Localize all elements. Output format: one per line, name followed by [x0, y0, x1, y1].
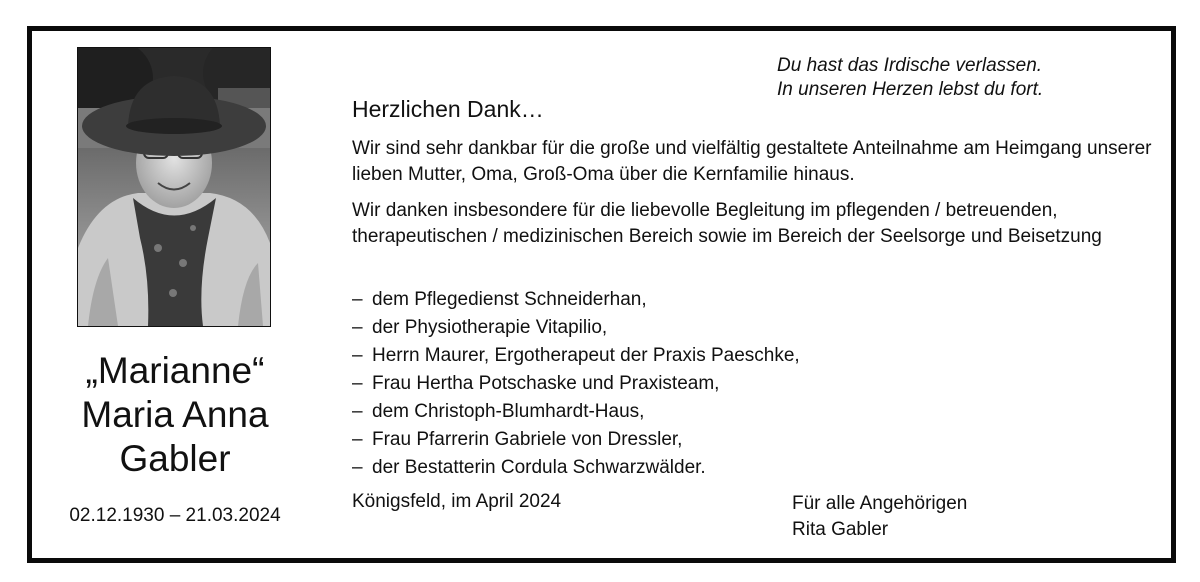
thanks-list — [352, 286, 800, 482]
list-dash: – — [352, 373, 363, 394]
signoff-line2: Rita Gabler — [792, 519, 889, 540]
motto-line1: Du hast das Irdische verlassen. — [777, 55, 1043, 76]
deceased-name-line2: Gabler — [119, 438, 231, 479]
signoff — [792, 491, 967, 543]
list-item: – Herrn Maurer, Ergotherapeut der Praxis Paeschke, — [352, 342, 800, 370]
list-item: – dem Pflegedienst Schneiderhan, — [352, 286, 800, 314]
paragraph-gratitude: Wir sind sehr dankbar für die große und vielfältig gestaltete Anteilnahme am Heimgang unserer lieben Mutter, Oma, Groß-Oma über die Kernfamilie hinaus. — [352, 138, 1152, 185]
paragraph-special-thanks: Wir danken insbesondere für die liebevolle Begleitung im pflegenden / betreuenden, therapeutischen / medizinischen Bereich sowie im Bereich der Seelsorge und Beisetzung — [352, 200, 1102, 247]
heading-thanks: Herzlichen Dank… — [352, 96, 544, 122]
signoff-line1: Für alle Angehörigen — [792, 493, 968, 514]
list-dash: – — [352, 401, 363, 422]
motto-line2: In unseren Herzen lebst du fort. — [777, 79, 1044, 100]
motto — [777, 54, 1157, 102]
portrait-image-icon — [78, 48, 270, 326]
obituary-card — [27, 26, 1176, 563]
portrait-photo — [77, 47, 271, 327]
deceased-name-line1: Maria Anna — [81, 394, 269, 435]
list-dash: – — [352, 429, 363, 450]
list-dash: – — [352, 345, 363, 366]
list-item: – dem Christoph-Blumhardt-Haus, — [352, 398, 800, 426]
life-dates: 02.12.1930 – 21.03.2024 — [69, 505, 281, 526]
list-dash: – — [352, 457, 363, 478]
list-dash: – — [352, 317, 363, 338]
list-item: – der Bestatterin Cordula Schwarzwälder. — [352, 454, 800, 482]
list-item: – der Physiotherapie Vitapilio, — [352, 314, 800, 342]
place-date: Königsfeld, im April 2024 — [352, 491, 562, 512]
deceased-nickname: „Marianne“ — [85, 350, 265, 391]
list-dash: – — [352, 289, 363, 310]
deceased-name-block — [50, 349, 300, 481]
list-item: – Frau Pfarrerin Gabriele von Dressler, — [352, 426, 800, 454]
list-item: – Frau Hertha Potschaske und Praxisteam, — [352, 370, 800, 398]
